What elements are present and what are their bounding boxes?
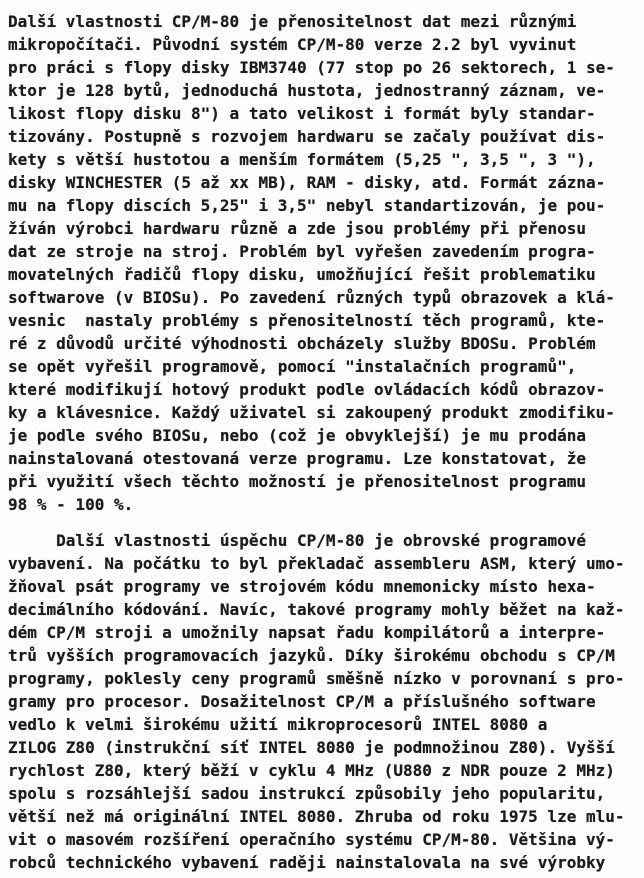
text-line: ré z důvodů určité výhodnosti obcházely služby BDOSu. Problém bbox=[8, 334, 596, 353]
text-line: ZILOG Z80 (instrukční síť INTEL 8080 je podmnožinou Z80). Vyšší bbox=[8, 738, 615, 757]
text-line: Další vlastnosti úspěchu CP/M-80 je obrovské programové bbox=[8, 531, 586, 550]
text-line: gramy pro procesor. Dosažitelnost CP/M a příslušného software bbox=[8, 692, 596, 711]
text-line: při využití všech těchto možností je přenositelnost programu bbox=[8, 472, 586, 491]
text-line: tizovány. Postupně s rozvojem hardwaru se začaly používat dis- bbox=[8, 127, 606, 146]
text-line: softwarove (v BIOSu). Po zavedení různých typů obrazovek a klá- bbox=[8, 288, 615, 307]
text-line: trů vyšších programovacích jazyků. Díky širokému obchodu s CP/M bbox=[8, 646, 615, 665]
text-line: pro práci s flopy disky IBM3740 (77 stop po 26 sektorech, 1 se- bbox=[8, 58, 615, 77]
paragraph-1 bbox=[8, 10, 638, 516]
text-line: je podle svého BIOSu, nebo (což je obvyklejší) je mu prodána bbox=[8, 426, 586, 445]
text-line: mu na flopy discích 5,25" i 3,5" nebyl standartizován, je pou- bbox=[8, 196, 606, 215]
text-line: Další vlastnosti CP/M-80 je přenositelnost dat mezi různými bbox=[8, 12, 577, 31]
text-line: které modifikují hotový produkt podle ovládacích kódů obrazov- bbox=[8, 380, 606, 399]
text-line: likost flopy disku 8") a tato velikost i formát byly standar- bbox=[8, 104, 596, 123]
text-line: ktor je 128 bytů, jednoduchá hustota, jednostranný záznam, ve- bbox=[8, 81, 606, 100]
text-line: movatelných řadičů flopy disku, umožňující řešit problematiku bbox=[8, 265, 596, 284]
text-line: nainstalovaná otestovaná verze programu. Lze konstatovat, že bbox=[8, 449, 586, 468]
text-line: robců technického vybavení raději nainstalovala na své výrobky bbox=[8, 853, 606, 872]
text-line: rychlost Z80, který běží v cyklu 4 MHz (U880 z NDR pouze 2 MHz) bbox=[8, 761, 615, 780]
text-line: větší než má originální INTEL 8080. Zhruba od roku 1975 lze mlu- bbox=[8, 807, 625, 826]
text-line: programy, poklesly ceny programů směšně nízko v porovnaní s pro- bbox=[8, 669, 625, 688]
text-line: žíván výrobci hardwaru různě a zde jsou problémy při přenosu bbox=[8, 219, 586, 238]
text-line: mikropočítači. Původní systém CP/M-80 verze 2.2 byl vyvinut bbox=[8, 35, 577, 54]
text-line: 98 % - 100 %. bbox=[8, 495, 134, 514]
text-line: spolu s rozsáhlejší sadou instrukcí způsobily jeho popularitu, bbox=[8, 784, 606, 803]
paragraph-2 bbox=[8, 529, 638, 874]
text-line: se opět vyřešil programově, pomocí "instalačních programů", bbox=[8, 357, 577, 376]
text-line: decimálního kódování. Navíc, takové programy mohly běžet na kaž- bbox=[8, 600, 625, 619]
text-line: vit o masovém rozšíření operačního systému CP/M-80. Většina vý- bbox=[8, 830, 615, 849]
text-line: žňoval psát programy ve strojovém kódu mnemonicky místo hexa- bbox=[8, 577, 596, 596]
text-line: dém CP/M stroji a umožnily napsat řadu kompilátorů a interpre- bbox=[8, 623, 606, 642]
text-line: dat ze stroje na stroj. Problém byl vyřešen zavedením progra- bbox=[8, 242, 596, 261]
text-line: vybavení. Na počátku to byl překladač assembleru ASM, který umo- bbox=[8, 554, 625, 573]
text-line: vedlo k velmi širokému užití mikroprocesorů INTEL 8080 a bbox=[8, 715, 548, 734]
text-line: vesnic nastaly problémy s přenositelností těch programů, kte- bbox=[8, 311, 606, 330]
text-line: kety s větší hustotou a menším formátem (5,25 ", 3,5 ", 3 "), bbox=[8, 150, 596, 169]
text-line: ky a klávesnice. Každý uživatel si zakoupený produkt zmodifiku- bbox=[8, 403, 615, 422]
text-line: disky WINCHESTER (5 až xx MB), RAM - disky, atd. Formát zázna- bbox=[8, 173, 606, 192]
